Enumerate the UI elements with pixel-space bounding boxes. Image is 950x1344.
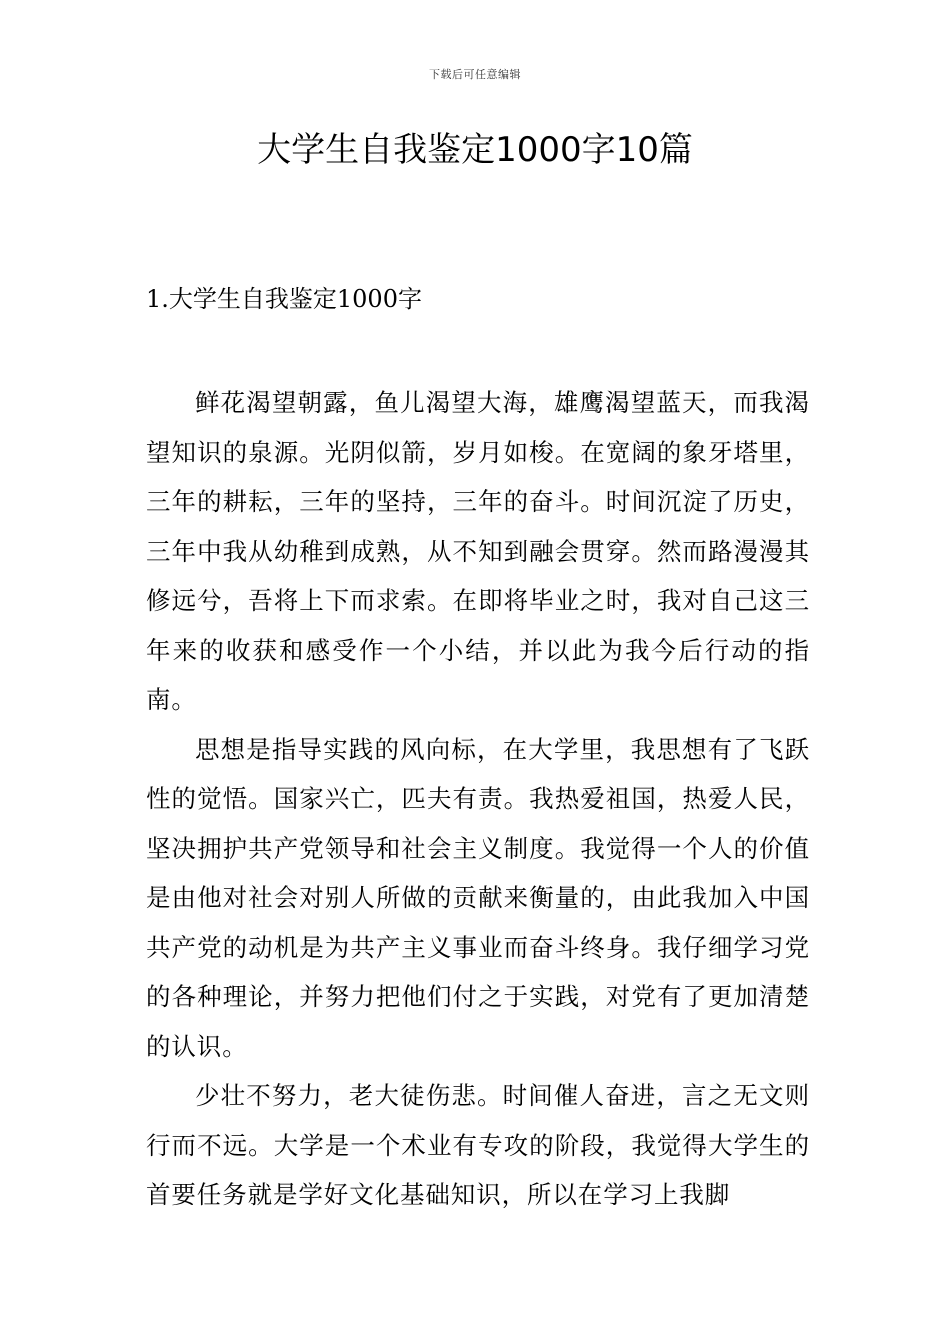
paragraph-3: 少壮不努力，老大徒伤悲。时间催人奋进，言之无文则行而不远。大学是一个术业有专攻的阶段，我觉得大学生的首要任务就是学好文化基础知识，所以在学习上我脚 xyxy=(146,1081,810,1209)
document-body xyxy=(146,378,810,1220)
section-heading: 1.大学生自我鉴定1000字 xyxy=(146,285,422,313)
paragraph-2: 思想是指导实践的风向标，在大学里，我思想有了飞跃性的觉悟。国家兴亡，匹夫有责。我热爱祖国，热爱人民，坚决拥护共产党领导和社会主义制度。我觉得一个人的价值是由他对社会对别人所做的贡献来衡量的，由此我加入中国共产党的动机是为共产主义事业而奋斗终身。我仔细学习党的各种理论，并努力把他们付之于实践，对党有了更加清楚的认识。 xyxy=(146,734,810,1061)
document-title: 大学生自我鉴定1000字10篇 xyxy=(257,130,693,170)
paragraph-1: 鲜花渴望朝露，鱼儿渴望大海，雄鹰渴望蓝天，而我渴望知识的泉源。光阴似箭，岁月如梭。在宽阔的象牙塔里，三年的耕耘，三年的坚持，三年的奋斗。时间沉淀了历史，三年中我从幼稚到成熟，从不知到融会贯穿。然而路漫漫其修远兮，吾将上下而求索。在即将毕业之时，我对自己这三年来的收获和感受作一个小结，并以此为我今后行动的指南。 xyxy=(146,388,810,714)
header-note: 下载后可任意编辑 xyxy=(429,68,521,81)
